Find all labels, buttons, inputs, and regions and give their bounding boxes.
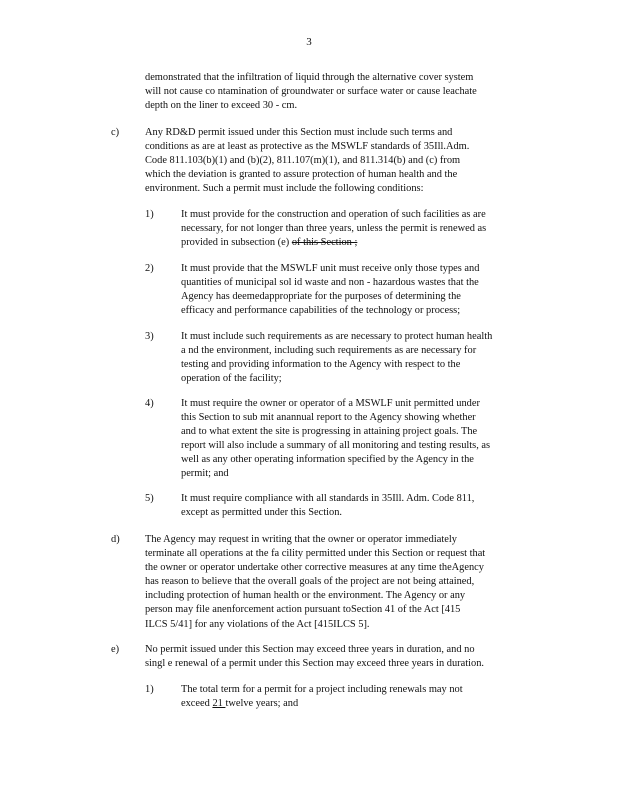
text-line: It must require the owner or operator of a MSWLF unit permitted under: [181, 398, 480, 409]
text-line: including protection of human health or the environment. The Agency or any: [145, 590, 466, 602]
item-c5-text: [181, 492, 474, 520]
text-segment: provided in subsection (e): [181, 237, 292, 249]
text-line: permit; and: [181, 468, 229, 480]
text-segment: twelve years; and: [225, 698, 299, 710]
section-c-label: c): [111, 127, 120, 138]
text-segment: exceed: [181, 698, 213, 710]
text-line: It must provide that the MSWLF unit must receive only those types and: [181, 263, 480, 274]
item-c1-label: 1): [145, 209, 154, 220]
section-d-text: [145, 533, 485, 632]
text-line: [181, 697, 463, 711]
text-line: will not cause co ntamination of groundwater or surface water or cause leachate: [145, 86, 477, 98]
text-line: [181, 236, 486, 250]
item-c2-label: 2): [145, 263, 154, 274]
item-e1-label: 1): [145, 684, 154, 695]
text-line: and to what extent the site is progressing in attaining project goals. The: [181, 426, 478, 438]
text-line: well as any other operating information specified by the Agency in the: [181, 454, 474, 466]
text-line: It must provide for the construction and operation of such facilities as are: [181, 209, 486, 220]
item-c3-text: [181, 330, 492, 386]
text-line: except as permitted under this Section.: [181, 507, 343, 519]
text-line: environment. Such a permit must include the following conditions:: [145, 183, 424, 195]
item-c2-text: [181, 262, 479, 318]
text-line: terminate all operations at the fa cility permitted under this Section or request that: [145, 548, 486, 560]
page-number: 3: [306, 36, 312, 48]
section-e-text: [145, 643, 484, 671]
section-d-label: d): [111, 534, 120, 545]
text-line: the owner or operator undertake other corrective measures at any time theAgency: [145, 562, 484, 574]
text-line: necessary, for not longer than three years, unless the permit is renewed as: [181, 223, 487, 235]
text-line: person may file anenforcement action pursuant toSection 41 of the Act [415: [145, 604, 461, 616]
text-line: demonstrated that the infiltration of liquid through the alternative cover system: [145, 72, 474, 83]
text-line: has reason to believe that the overall goals of the project are not being attained,: [145, 576, 475, 588]
text-line: The Agency may request in writing that the owner or operator immediately: [145, 534, 457, 545]
text-line: report will also include a summary of all monitoring and testing results, as: [181, 440, 491, 452]
text-line: It must require compliance with all standards in 35Ill. Adm. Code 811,: [181, 493, 475, 504]
section-c-text: [145, 126, 469, 196]
item-c4-label: 4): [145, 398, 154, 409]
struck-text: of this Section ;: [291, 237, 358, 249]
item-c4-text: [181, 397, 490, 482]
text-line: Agency has deemedappropriate for the purposes of determining the: [181, 291, 461, 303]
item-e1-text: [181, 683, 463, 711]
text-line: Code 811.103(b)(1) and (b)(2), 811.107(m)(1), and 811.314(b) and (c) from: [145, 155, 461, 167]
text-line: which the deviation is granted to assure protection of human health and the: [145, 169, 458, 181]
text-line: quantities of municipal sol id waste and non - hazardous wastes that the: [181, 277, 479, 289]
item-c5-label: 5): [145, 493, 154, 504]
item-c1-text: [181, 208, 486, 250]
text-line: Any RD&D permit issued under this Section must include such terms and: [145, 127, 453, 138]
intro-continuation: [145, 71, 477, 113]
text-line: conditions as are at least as protective as the MSWLF standards of 35Ill.Adm.: [145, 141, 470, 153]
text-line: this Section to sub mit anannual report to the Agency showing whether: [181, 412, 476, 424]
text-line: operation of the facility;: [181, 373, 282, 385]
item-c3-label: 3): [145, 331, 154, 342]
text-line: testing and providing information to the Agency with respect to the: [181, 359, 461, 371]
section-e-label: e): [111, 644, 120, 655]
underlined-text: 21: [212, 698, 226, 710]
text-line: a nd the environment, including such requirements as are necessary for: [181, 345, 477, 357]
text-line: efficacy and performance capabilities of the technology or process;: [181, 305, 461, 317]
text-line: No permit issued under this Section may exceed three years in duration, and no: [145, 644, 475, 655]
text-line: It must include such requirements as are necessary to protect human health: [181, 331, 493, 342]
text-line: The total term for a permit for a project including renewals may not: [181, 684, 463, 695]
text-line: singl e renewal of a permit under this Section may exceed three years in duration.: [145, 658, 485, 670]
text-line: ILCS 5/41] for any violations of the Act [415ILCS 5].: [145, 618, 370, 630]
text-line: depth on the liner to exceed 30 - cm.: [145, 100, 298, 112]
